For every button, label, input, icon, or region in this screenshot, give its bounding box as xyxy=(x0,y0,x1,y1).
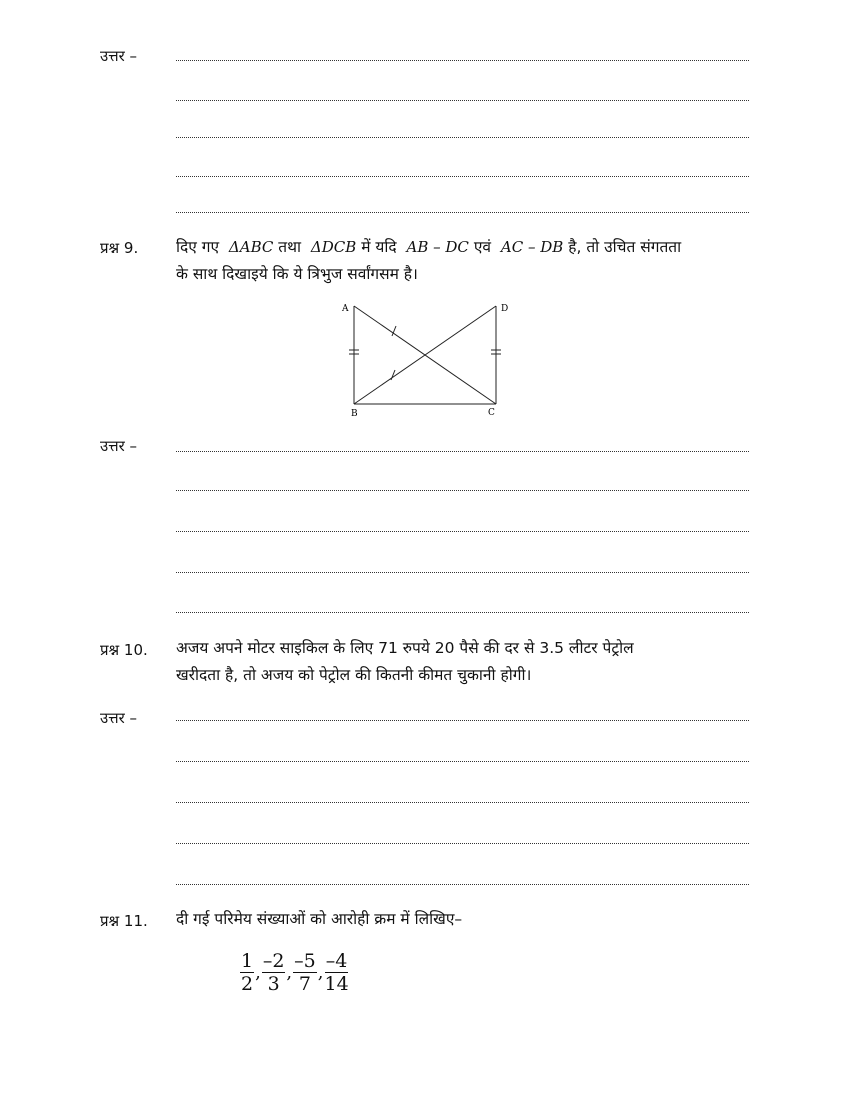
answer-line[interactable] xyxy=(176,612,749,613)
fraction-denominator: 7 xyxy=(298,973,311,995)
question-11-label: प्रश्न 11. xyxy=(100,912,148,930)
fraction xyxy=(240,950,254,995)
answer-line[interactable] xyxy=(176,451,749,452)
fraction-separator: , xyxy=(255,962,261,983)
fraction-numerator: –2 xyxy=(262,950,285,972)
fraction-denominator: 3 xyxy=(267,973,280,995)
fraction xyxy=(262,950,286,995)
answer-label: उत्तर – xyxy=(100,437,137,455)
fraction-list xyxy=(240,950,349,995)
answer-line[interactable] xyxy=(176,212,749,213)
question-9-label: प्रश्न 9. xyxy=(100,239,139,257)
vertex-label-C: C xyxy=(488,408,495,418)
answer-line[interactable] xyxy=(176,60,749,61)
answer-label: उत्तर – xyxy=(100,709,137,727)
fraction-numerator: –5 xyxy=(294,950,316,972)
fraction xyxy=(293,950,317,995)
vertex-label-B: B xyxy=(351,409,358,419)
answer-line[interactable] xyxy=(176,531,749,532)
answer-line[interactable] xyxy=(176,137,749,138)
fraction-numerator: 1 xyxy=(241,950,254,972)
question-9-text: दिए गए ΔABC तथा ΔDCB में यदि AB – DC एवं AC – DB है, तो उचित संगतता के साथ दिखाइये कि ये त्रिभुज सर्वांगसम है। xyxy=(176,238,682,283)
fraction-separator: , xyxy=(286,962,293,983)
fraction-denominator: 14 xyxy=(324,973,349,995)
vertex-label-A: A xyxy=(342,304,349,314)
answer-line[interactable] xyxy=(176,761,749,762)
triangles-figure xyxy=(340,298,515,422)
fraction xyxy=(324,950,348,995)
answer-line[interactable] xyxy=(176,572,749,573)
question-10-text: अजय अपने मोटर साइकिल के लिए 71 रुपये 20 पैसे की दर से 3.5 लीटर पेट्रोल खरीदता है, तो अजय को पेट्रोल की कितनी कीमत चुकानी होगी। xyxy=(176,639,634,684)
question-10-label: प्रश्न 10. xyxy=(100,641,148,659)
tick-DB xyxy=(391,370,395,380)
question-11-text: दी गई परिमेय संख्याओं को आरोही क्रम में लिखिए– xyxy=(176,910,463,928)
fraction-numerator: –4 xyxy=(325,950,348,972)
answer-line[interactable] xyxy=(176,176,749,177)
answer-line[interactable] xyxy=(176,802,749,803)
answer-line[interactable] xyxy=(176,843,749,844)
answer-line[interactable] xyxy=(176,100,749,101)
answer-line[interactable] xyxy=(176,720,749,721)
answer-label: उत्तर – xyxy=(100,47,137,65)
fraction-separator: , xyxy=(317,962,324,983)
answer-line[interactable] xyxy=(176,884,749,885)
answer-line[interactable] xyxy=(176,490,749,491)
fraction-denominator: 2 xyxy=(241,973,254,995)
vertex-label-D: D xyxy=(501,304,509,314)
